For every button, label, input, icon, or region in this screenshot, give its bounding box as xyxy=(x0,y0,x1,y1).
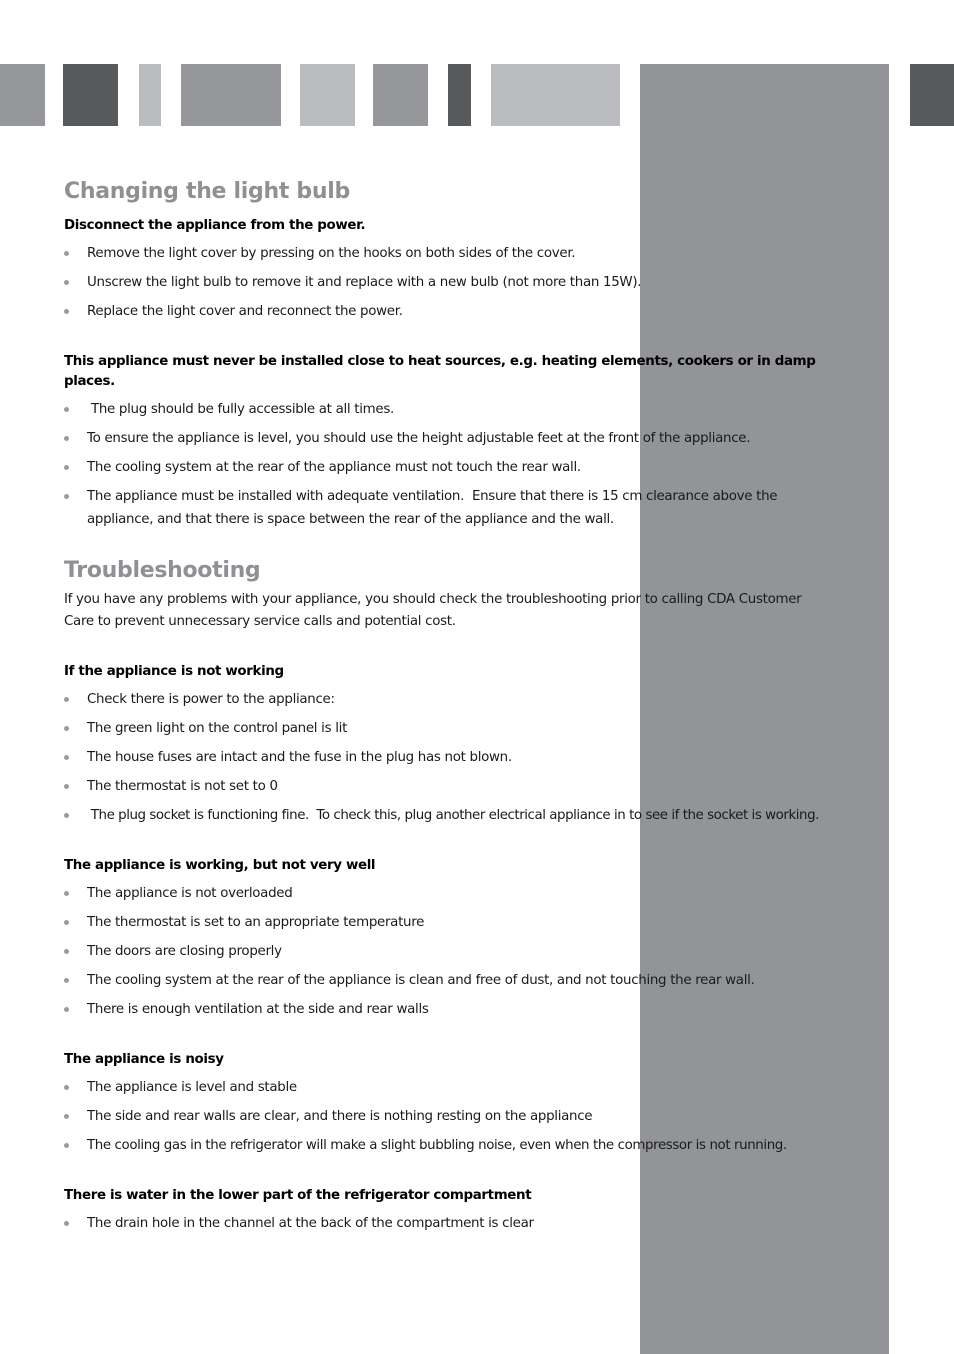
bullet-icon xyxy=(64,784,69,789)
header-band-block xyxy=(63,64,118,126)
header-band-block xyxy=(373,64,428,126)
list-item: Unscrew the light bulb to remove it and replace with a new bulb (not more than 15W). xyxy=(64,271,834,294)
list-item: The house fuses are intact and the fuse in the plug has not blown. xyxy=(64,746,834,769)
list-item: Check there is power to the appliance: xyxy=(64,688,834,711)
list-item: The cooling gas in the refrigerator will make a slight bubbling noise, even when the compressor is not running. xyxy=(64,1134,834,1157)
bullet-icon xyxy=(64,891,69,896)
list-item: The doors are closing properly xyxy=(64,940,834,963)
header-band-block xyxy=(0,64,45,126)
list-item: The drain hole in the channel at the back of the compartment is clear xyxy=(64,1212,834,1235)
section-title-light-bulb: Changing the light bulb xyxy=(64,179,350,204)
list-item: The plug should be fully accessible at all times. xyxy=(64,398,834,421)
bullet-icon xyxy=(64,251,69,256)
bullet-icon xyxy=(64,1143,69,1148)
list-item: There is enough ventilation at the side and rear walls xyxy=(64,998,834,1021)
header-band-block xyxy=(491,64,620,126)
bullet-icon xyxy=(64,407,69,412)
header-band-block xyxy=(910,64,954,126)
list-item: The cooling system at the rear of the appliance is clean and free of dust, and not touching the rear wall. xyxy=(64,969,834,992)
water-list xyxy=(64,1212,834,1235)
list-item: The appliance is level and stable xyxy=(64,1076,834,1099)
header-band-block xyxy=(139,64,161,126)
header-band-block xyxy=(300,64,355,126)
section-title-troubleshooting: Troubleshooting xyxy=(64,558,261,583)
list-item: The plug socket is functioning fine. To check this, plug another electrical appliance in to see if the socket is working. xyxy=(64,804,834,827)
list-item: Remove the light cover by pressing on the hooks on both sides of the cover. xyxy=(64,242,834,265)
list-item: The thermostat is set to an appropriate temperature xyxy=(64,911,834,934)
list-item: The appliance is not overloaded xyxy=(64,882,834,905)
page-content xyxy=(64,176,834,1235)
bullet-icon xyxy=(64,1114,69,1119)
list-item: The green light on the control panel is lit xyxy=(64,717,834,740)
bullet-icon xyxy=(64,309,69,314)
list-item: The appliance must be installed with adequate ventilation. Ensure that there is 15 cm clearance above the appliance, and that there is space between the rear of the appliance and the wall. xyxy=(64,485,834,531)
not-well-list xyxy=(64,882,834,1021)
bullet-icon xyxy=(64,726,69,731)
bullet-icon xyxy=(64,978,69,983)
bullet-icon xyxy=(64,1007,69,1012)
bullet-icon xyxy=(64,1221,69,1226)
bullet-icon xyxy=(64,949,69,954)
subheading-not-well: The appliance is working, but not very well xyxy=(64,858,376,873)
list-item: The cooling system at the rear of the appliance must not touch the rear wall. xyxy=(64,456,834,479)
bullet-icon xyxy=(64,813,69,818)
light-bulb-warning: Disconnect the appliance from the power. xyxy=(64,218,366,233)
list-item: Replace the light cover and reconnect the power. xyxy=(64,300,834,323)
header-band-block xyxy=(181,64,281,126)
list-item: The side and rear walls are clear, and there is nothing resting on the appliance xyxy=(64,1105,834,1128)
subheading-not-working: If the appliance is not working xyxy=(64,664,284,679)
bullet-icon xyxy=(64,1085,69,1090)
bullet-icon xyxy=(64,494,69,499)
installation-warning: This appliance must never be installed close to heat sources, e.g. heating elements, cookers or in damp places. xyxy=(64,354,816,389)
bullet-icon xyxy=(64,465,69,470)
bullet-icon xyxy=(64,920,69,925)
installation-list xyxy=(64,398,834,531)
bullet-icon xyxy=(64,755,69,760)
troubleshooting-intro: If you have any problems with your appliance, you should check the troubleshooting prior to calling CDA Customer Care to prevent unnecessary service calls and potential cost. xyxy=(64,592,802,629)
not-working-list xyxy=(64,688,834,827)
bullet-icon xyxy=(64,697,69,702)
bullet-icon xyxy=(64,280,69,285)
list-item: The thermostat is not set to 0 xyxy=(64,775,834,798)
subheading-water: There is water in the lower part of the refrigerator compartment xyxy=(64,1188,532,1203)
header-band-block xyxy=(448,64,471,126)
light-bulb-list xyxy=(64,242,834,323)
subheading-noisy: The appliance is noisy xyxy=(64,1052,224,1067)
noisy-list xyxy=(64,1076,834,1157)
bullet-icon xyxy=(64,436,69,441)
list-item: To ensure the appliance is level, you should use the height adjustable feet at the front of the appliance. xyxy=(64,427,834,450)
